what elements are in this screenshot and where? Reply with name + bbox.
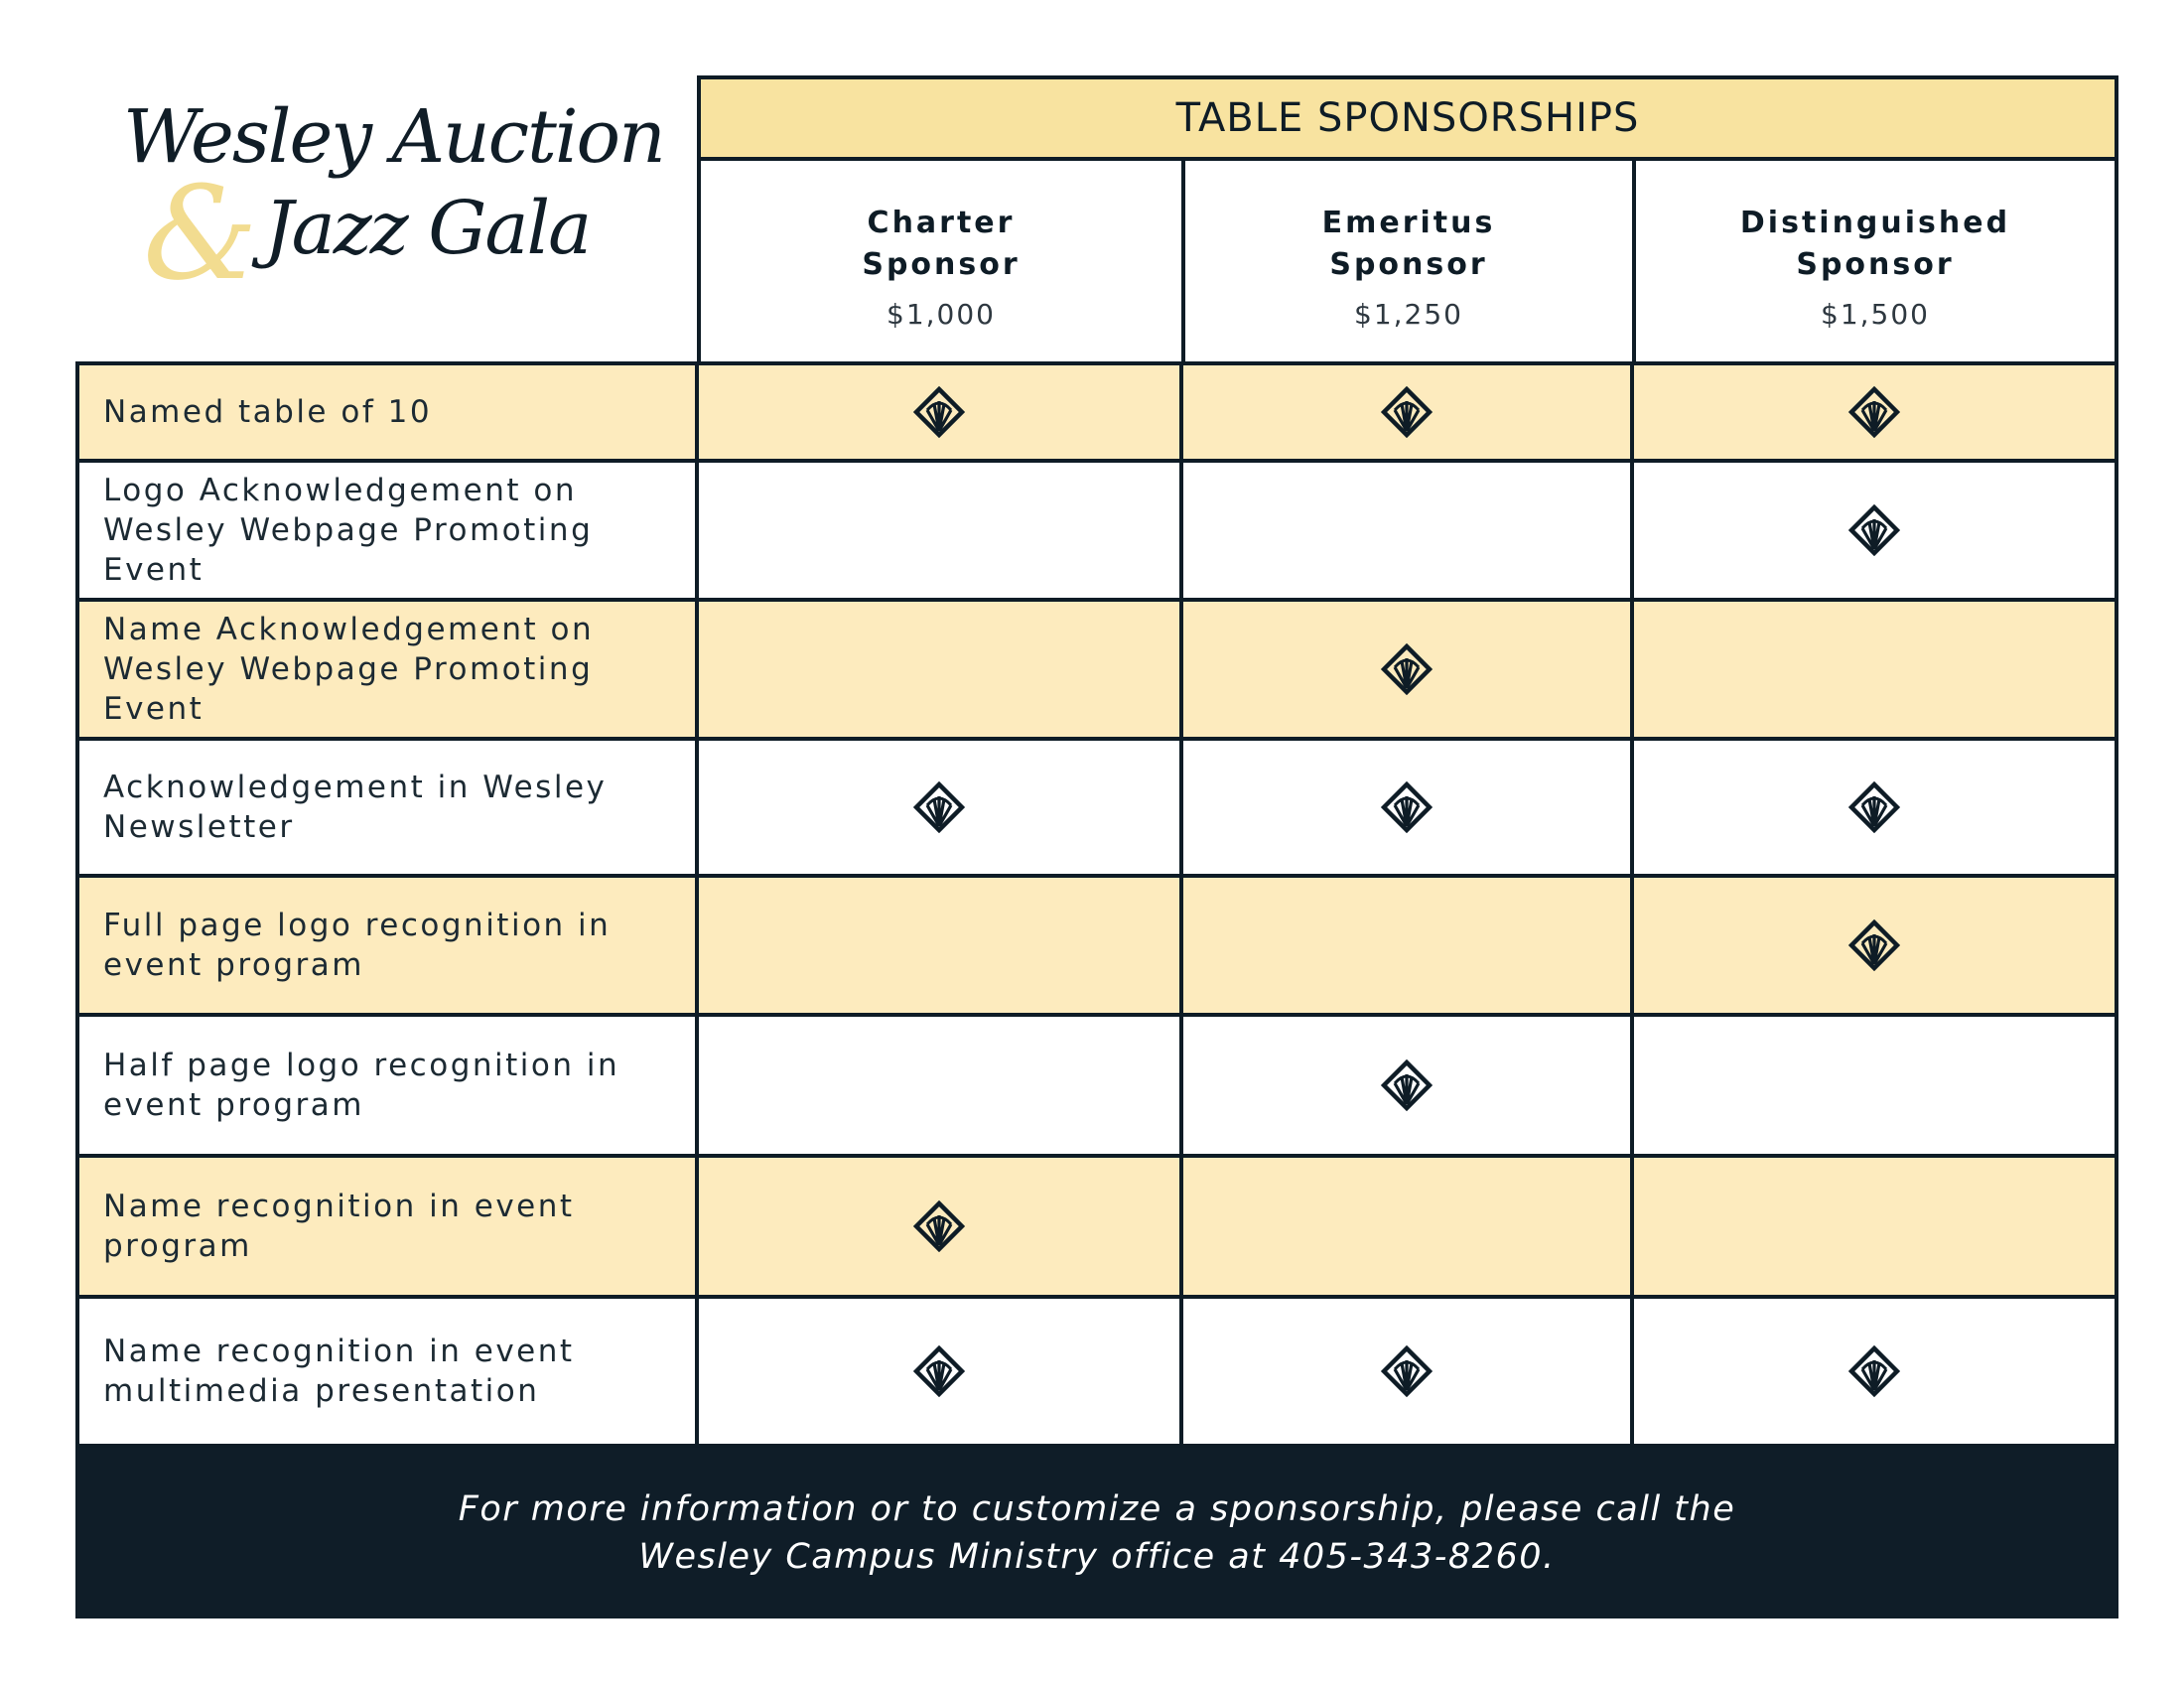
benefit-cell xyxy=(1634,463,2115,598)
table-row xyxy=(75,874,2118,1017)
art-deco-diamond-icon xyxy=(1848,1345,1900,1397)
column-price: $1,500 xyxy=(1821,298,1930,331)
benefit-cell xyxy=(1634,602,2115,737)
logo-line-2: Jazz Gala xyxy=(264,186,591,271)
benefit-cell xyxy=(1183,1299,1634,1444)
benefit-cell xyxy=(1183,1017,1634,1154)
benefit-cell xyxy=(699,741,1183,874)
art-deco-diamond-icon xyxy=(913,781,965,833)
column-price: $1,250 xyxy=(1354,298,1463,331)
benefit-cell xyxy=(1183,365,1634,459)
benefit-label: Acknowledgement in Wesley Newsletter xyxy=(79,741,699,874)
art-deco-diamond-icon xyxy=(913,386,965,438)
benefit-cell xyxy=(1634,1017,2115,1154)
benefit-cell xyxy=(699,1299,1183,1444)
column-header-distinguished xyxy=(1632,157,2118,365)
benefit-cell xyxy=(1634,365,2115,459)
column-header-charter xyxy=(697,157,1185,365)
benefit-cell xyxy=(1634,878,2115,1013)
benefit-cell xyxy=(699,878,1183,1013)
benefit-label: Named table of 10 xyxy=(79,365,699,459)
art-deco-diamond-icon xyxy=(1381,643,1433,695)
footer-line-1: For more information or to customize a sponsorship, please call the xyxy=(458,1489,1736,1529)
art-deco-diamond-icon xyxy=(1848,504,1900,556)
table-row xyxy=(75,459,2118,602)
column-name: Emeritus Sponsor xyxy=(1321,206,1496,282)
table-row xyxy=(75,737,2118,878)
benefit-cell xyxy=(1183,602,1634,737)
benefit-cell xyxy=(699,1158,1183,1295)
event-logo xyxy=(109,94,664,323)
table-row xyxy=(75,361,2118,463)
benefit-cell xyxy=(699,602,1183,737)
logo-line-1: Wesley Auction xyxy=(123,94,664,180)
benefit-cell xyxy=(1183,878,1634,1013)
benefit-label: Name Acknowledgement on Wesley Webpage Promoting Event xyxy=(79,602,699,737)
benefit-label: Name recognition in event program xyxy=(79,1158,699,1295)
benefit-cell xyxy=(1183,463,1634,598)
benefit-cell xyxy=(1183,741,1634,874)
table-row xyxy=(75,598,2118,741)
benefit-cell xyxy=(699,365,1183,459)
benefit-label: Half page logo recognition in event program xyxy=(79,1017,699,1154)
column-name: Charter Sponsor xyxy=(862,206,1021,282)
art-deco-diamond-icon xyxy=(1848,919,1900,971)
column-price: $1,000 xyxy=(887,298,996,331)
column-name: Distinguished Sponsor xyxy=(1739,206,2011,282)
art-deco-diamond-icon xyxy=(1381,386,1433,438)
art-deco-diamond-icon xyxy=(1848,781,1900,833)
benefit-label: Name recognition in event multimedia presentation xyxy=(79,1299,699,1444)
table-row xyxy=(75,1295,2118,1448)
art-deco-diamond-icon xyxy=(913,1200,965,1252)
art-deco-diamond-icon xyxy=(1381,1345,1433,1397)
benefit-cell xyxy=(1634,1299,2115,1444)
art-deco-diamond-icon xyxy=(1848,386,1900,438)
footer-line-2: Wesley Campus Ministry office at 405-343-8260. xyxy=(638,1537,1556,1577)
benefit-label: Logo Acknowledgement on Wesley Webpage Promoting Event xyxy=(79,463,699,598)
benefit-cell xyxy=(699,1017,1183,1154)
benefit-cell xyxy=(1634,1158,2115,1295)
art-deco-diamond-icon xyxy=(1381,781,1433,833)
benefit-cell xyxy=(1634,741,2115,874)
contact-footer xyxy=(75,1448,2118,1618)
table-row xyxy=(75,1013,2118,1158)
benefit-label: Full page logo recognition in event program xyxy=(79,878,699,1013)
art-deco-diamond-icon xyxy=(1381,1059,1433,1111)
column-header-emeritus xyxy=(1181,157,1636,365)
table-row xyxy=(75,1154,2118,1299)
benefit-cell xyxy=(1183,1158,1634,1295)
art-deco-diamond-icon xyxy=(913,1345,965,1397)
table-title: TABLE SPONSORSHIPS xyxy=(697,75,2118,161)
benefit-cell xyxy=(699,463,1183,598)
logo-ampersand: & xyxy=(143,158,258,309)
